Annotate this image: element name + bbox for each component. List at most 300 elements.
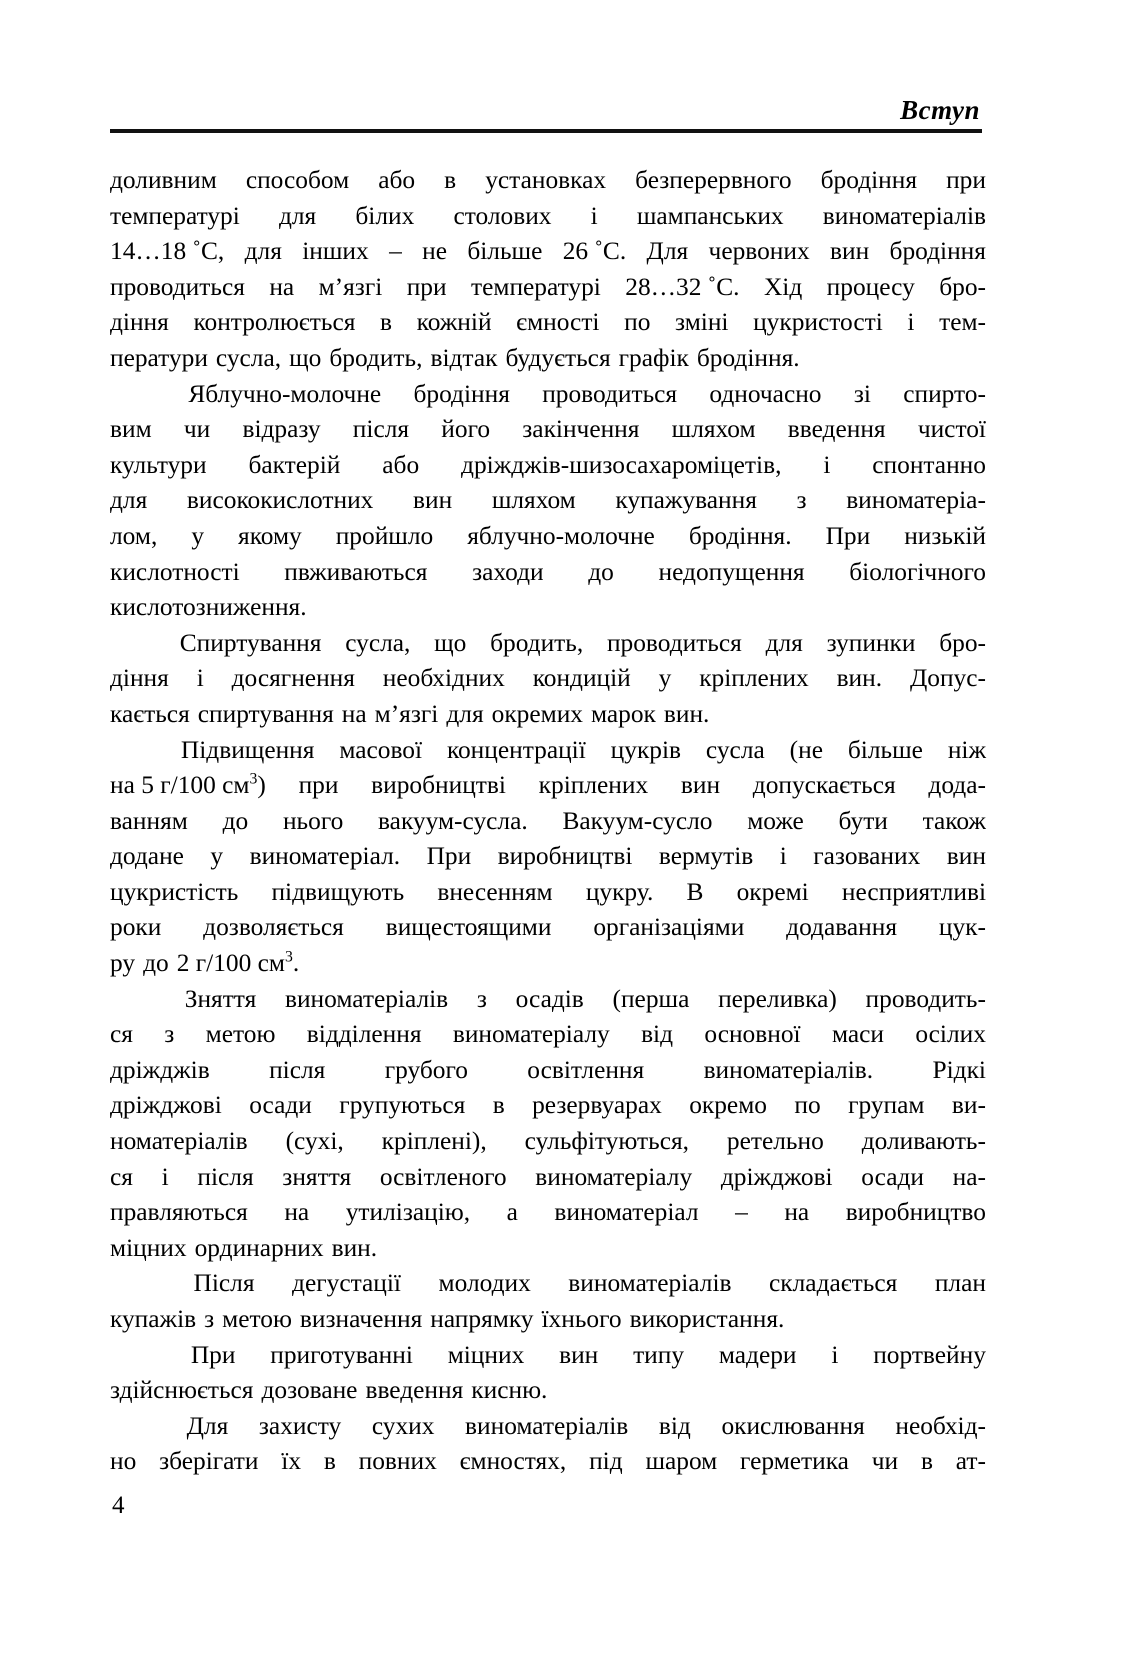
word: цукрів (610, 735, 682, 764)
word: також (922, 806, 986, 835)
word: утилізацію, (345, 1198, 471, 1227)
word: вин (559, 1340, 599, 1369)
word: і (907, 308, 915, 337)
word: на (784, 1198, 810, 1227)
text-line (110, 234, 986, 270)
word: будується (505, 343, 611, 372)
word: від (641, 1020, 674, 1049)
word: при (406, 272, 447, 301)
word: використання. (629, 1305, 785, 1333)
text-line (110, 697, 986, 733)
word: номатеріалів (110, 1127, 248, 1156)
word: Яблучно-молочне (188, 379, 382, 408)
word: Спиртування (179, 628, 322, 657)
word: або (382, 450, 420, 479)
word: Для (186, 1411, 229, 1440)
word: м’язгі (318, 272, 383, 301)
word: грубого (384, 1055, 468, 1084)
text-line (110, 519, 986, 555)
word: виноматеріалу (535, 1162, 693, 1191)
paragraph (110, 163, 986, 377)
word: ретельно (726, 1127, 824, 1156)
word: до (222, 806, 249, 835)
word: бро- (939, 628, 986, 657)
word: введення (787, 415, 886, 444)
word: діння (110, 664, 169, 693)
word: В (686, 877, 704, 906)
word: бродіння (889, 237, 986, 266)
word: з (476, 984, 487, 1013)
word: досягнення (231, 664, 355, 693)
text-line (110, 910, 986, 946)
word: білих (355, 201, 415, 230)
word: спонтанно (872, 450, 986, 479)
word: кисню. (471, 1376, 548, 1405)
word: цукристість (110, 877, 239, 906)
word: чи (871, 1447, 899, 1476)
paragraph (110, 733, 986, 982)
word: сульфітуються, (524, 1127, 689, 1156)
word: дріжджів (110, 1055, 210, 1084)
word: Хід (763, 272, 803, 301)
word: правляються (110, 1198, 248, 1227)
word: ператури (110, 343, 208, 372)
word: типу (633, 1340, 685, 1369)
word: вин. (663, 699, 710, 728)
word: до (588, 557, 614, 586)
word: осади (861, 1162, 924, 1191)
word: бродіння (413, 379, 510, 408)
word: в (323, 1447, 336, 1476)
word: доливають- (861, 1127, 986, 1156)
word: внесенням (437, 877, 553, 906)
word: і (779, 842, 787, 871)
word: кислотозниження. (110, 593, 307, 622)
word: на (341, 699, 367, 728)
text-line (110, 804, 986, 840)
word: бродить, (329, 343, 423, 372)
word: бродіння. (696, 343, 800, 372)
word: повних (358, 1447, 437, 1476)
word: заходи (472, 557, 544, 586)
word: спирто- (903, 379, 986, 408)
text-line (110, 1302, 986, 1338)
word: кріплених (699, 664, 809, 693)
word: по (624, 308, 651, 337)
word: цукристості (753, 308, 883, 337)
word: в (492, 1091, 505, 1120)
text-line (110, 412, 986, 448)
text-line (110, 1088, 986, 1124)
text-line (110, 555, 986, 591)
word: захисту (258, 1411, 342, 1440)
word: проводиться (110, 272, 245, 301)
word: сусла, (345, 628, 411, 657)
word: ніж (947, 735, 986, 764)
word: більше (847, 735, 923, 764)
word: бактерій (248, 450, 341, 479)
word: у (210, 842, 224, 871)
word: до (143, 949, 169, 978)
word: виноматеріалів. (703, 1055, 874, 1084)
word: 28…32 ˚С. (625, 272, 740, 301)
word: міцних (110, 1233, 187, 1262)
word: шампанських (636, 201, 784, 230)
word: При (825, 521, 871, 550)
word: установках (485, 166, 607, 194)
word: на 5 г/100 $см^3$) (110, 770, 266, 800)
word: Підвищення (180, 735, 315, 764)
word: відтак (430, 343, 498, 372)
first-line-indent (110, 1266, 156, 1302)
text-line (110, 163, 986, 199)
word: зупинки (826, 628, 916, 657)
word: від (658, 1411, 691, 1440)
word: кріплених (538, 771, 649, 800)
word: графік (618, 343, 689, 372)
word: дозволяється (203, 913, 344, 942)
word: осади (249, 1091, 312, 1120)
word: у (191, 521, 205, 550)
word: контролюється (193, 308, 356, 337)
word: 14…18 ˚С, (110, 237, 225, 266)
word: організаціями (593, 913, 745, 942)
word: виноматеріалів (284, 984, 449, 1013)
word: но (110, 1447, 137, 1476)
word: Зняття (184, 984, 257, 1013)
word: шаром (645, 1447, 718, 1476)
paragraph (110, 982, 986, 1267)
word: дозоване (261, 1376, 358, 1405)
word: вермутів (658, 842, 754, 871)
word: герметика (740, 1447, 849, 1476)
word: резервуарах (532, 1091, 662, 1120)
word: Після (193, 1269, 255, 1298)
word: – (735, 1198, 748, 1227)
word: з (796, 486, 807, 515)
text-line (110, 839, 986, 875)
word: вакуум-сусла. (378, 806, 528, 835)
word: масової (339, 735, 423, 764)
word: відділення (306, 1020, 422, 1049)
word: зміні (675, 308, 729, 337)
text-line (110, 1231, 986, 1267)
word: під (589, 1447, 623, 1476)
word: ру (110, 949, 136, 978)
word: бути (838, 806, 888, 835)
word: зняття (282, 1162, 352, 1191)
word: (не (789, 735, 823, 764)
word: при (946, 166, 986, 194)
word: сусла, (215, 343, 282, 372)
text-line (110, 768, 986, 804)
word: необхідних (382, 664, 505, 693)
word: переливка) (718, 984, 837, 1013)
paragraph (110, 377, 986, 626)
word: групуються (339, 1091, 466, 1120)
paragraph (110, 1338, 986, 1409)
word: 26 ˚С. (562, 237, 627, 266)
word: ординарних (194, 1233, 324, 1262)
word: виноматеріалу (452, 1020, 610, 1049)
word: виробництві (497, 842, 633, 871)
word: для (765, 628, 803, 657)
word: основної (704, 1020, 801, 1049)
word: чистої (917, 415, 986, 444)
text-line (110, 1017, 986, 1053)
text-line (110, 1124, 986, 1160)
word: введення (365, 1376, 464, 1405)
text-line (110, 1053, 986, 1089)
word: більше (467, 237, 543, 266)
word: ємностях, (459, 1447, 567, 1476)
word: При (426, 842, 472, 871)
word: марок (591, 699, 656, 728)
word: вин. (331, 1233, 378, 1262)
word: кріплені), (381, 1127, 487, 1156)
word: вин. (836, 664, 883, 693)
word: м’язгі (374, 699, 439, 728)
word: процесу (826, 272, 915, 301)
word: проводиться (606, 628, 742, 657)
word: для (244, 237, 282, 266)
text-line (110, 1444, 986, 1480)
body-text-block (110, 163, 986, 1480)
word: цукру. (585, 877, 654, 906)
word: виноматеріалів (568, 1269, 732, 1298)
word: вищестоящими (385, 913, 552, 942)
text-line (110, 875, 986, 911)
word: на- (952, 1162, 986, 1191)
word: бродіння. (688, 521, 792, 550)
word: кислотності (110, 557, 240, 586)
word: ємності (516, 308, 600, 337)
word: на (269, 272, 295, 301)
word: нього (282, 806, 344, 835)
word: газованих (813, 842, 921, 871)
word: приготуванні (270, 1340, 413, 1369)
word: виноматеріалів (822, 201, 986, 230)
word: температурі (471, 272, 601, 301)
running-head-area (110, 96, 982, 133)
word: лом, (110, 521, 158, 550)
word: визначення (299, 1305, 423, 1333)
word: висококислотних (186, 486, 374, 515)
word: або (378, 166, 416, 194)
word: тем- (939, 308, 986, 337)
word: для (110, 486, 148, 515)
word: ви- (951, 1091, 986, 1120)
word: ат- (955, 1447, 986, 1476)
word: необхід- (895, 1411, 986, 1440)
word: при (298, 771, 339, 800)
word: Рідкі (932, 1055, 986, 1084)
word: (сухі, (285, 1127, 344, 1156)
word: біологічного (849, 557, 986, 586)
word: Вакуум-сусло (562, 806, 713, 835)
paragraph (110, 1409, 986, 1480)
first-line-indent (110, 1409, 156, 1445)
paragraph (110, 626, 986, 733)
word: Допус- (909, 664, 986, 693)
word: низькій (904, 521, 986, 550)
word: виробництво (845, 1198, 986, 1227)
word: одночасно (709, 379, 822, 408)
word: виробництві (371, 771, 506, 800)
first-line-indent (110, 377, 156, 413)
word: молодих (438, 1269, 531, 1298)
word: вим (110, 415, 152, 444)
word: пройшло (335, 521, 434, 550)
word: ванням (110, 806, 188, 835)
word: недопущення (658, 557, 805, 586)
word: роки (110, 913, 162, 942)
word: після (269, 1055, 326, 1084)
first-line-indent (110, 733, 156, 769)
word: інших (302, 237, 369, 266)
word: з (164, 1020, 175, 1049)
word: що (289, 343, 322, 372)
word: виноматеріал (554, 1198, 699, 1227)
word: червоних (708, 237, 810, 266)
first-line-indent (110, 982, 156, 1018)
word: підвищують (271, 877, 405, 906)
word: мадери (718, 1340, 797, 1369)
word: дріжджові (720, 1162, 833, 1191)
word: і (831, 1340, 839, 1369)
text-line (110, 626, 986, 662)
text-line (110, 341, 986, 377)
word: концентрації (446, 735, 586, 764)
word: портвейну (873, 1340, 986, 1369)
word: кондицій (532, 664, 631, 693)
word: температурі (110, 201, 240, 230)
word: окремі (736, 877, 809, 906)
text-line (110, 733, 986, 769)
word: бродіння (820, 166, 918, 194)
word: культури (110, 450, 207, 479)
word: цук- (938, 913, 986, 942)
word: не (422, 237, 447, 266)
word: складається (769, 1269, 898, 1298)
text-line (110, 305, 986, 341)
text-line (110, 448, 986, 484)
word: додане (110, 842, 184, 871)
word: закінчення (522, 415, 640, 444)
word: кожній (416, 308, 492, 337)
word: сухих (371, 1411, 435, 1440)
word: виноматеріалів (465, 1411, 629, 1440)
running-head-title: Вступ (900, 95, 980, 125)
word: їхнього (541, 1305, 622, 1333)
text-line (110, 1160, 986, 1196)
word: метою (222, 1305, 292, 1333)
word: для (446, 699, 484, 728)
word: ся (110, 1162, 133, 1191)
word: зберігати (159, 1447, 259, 1476)
word: після (352, 415, 410, 444)
word: в (920, 1447, 933, 1476)
word: його (441, 415, 491, 444)
word: вин (946, 842, 986, 871)
word: план (934, 1269, 986, 1298)
word: для (278, 201, 317, 230)
word: здійснюється (110, 1376, 254, 1405)
text-line (110, 1266, 986, 1302)
word: окремо (689, 1091, 767, 1120)
word: освітленого (379, 1162, 507, 1191)
word: купажування (615, 486, 757, 515)
word: і (823, 450, 831, 479)
word: вин (413, 486, 453, 515)
word: діння (110, 308, 169, 337)
word: бро- (939, 272, 986, 301)
word: вин (680, 771, 721, 800)
text-line (110, 590, 986, 626)
word: дріжджові (110, 1091, 222, 1120)
word: осілих (915, 1020, 986, 1049)
word: Для (646, 237, 689, 266)
word: столових (453, 201, 552, 230)
text-line (110, 1195, 986, 1231)
text-line (110, 661, 986, 697)
word: шляхом (671, 415, 756, 444)
word: – (389, 237, 402, 266)
word: дода- (928, 771, 986, 800)
word: по (794, 1091, 821, 1120)
word: і (161, 1162, 169, 1191)
word: в (380, 308, 393, 337)
text-line (110, 1338, 986, 1374)
first-line-indent (110, 626, 156, 662)
word: ся (110, 1020, 133, 1049)
word: окремих (491, 699, 583, 728)
word: може (747, 806, 804, 835)
word: проводить- (865, 984, 986, 1013)
word: чи (183, 415, 211, 444)
first-line-indent (110, 1338, 156, 1374)
text-line (110, 982, 986, 1018)
word: і (590, 201, 598, 230)
word: на (284, 1198, 310, 1227)
word: з (204, 1305, 215, 1333)
text-line (110, 483, 986, 519)
word: дріжджів-шизосахароміцетів, (461, 450, 782, 479)
word: дегустації (292, 1269, 401, 1298)
word: що (434, 628, 467, 657)
word: міцних (447, 1340, 525, 1369)
word: їх (281, 1447, 302, 1476)
word: виноматеріа- (846, 486, 986, 515)
word: спиртування (197, 699, 334, 728)
word: якому (238, 521, 302, 550)
word: способом (245, 166, 350, 194)
word: купажів (110, 1305, 197, 1333)
word: вин (830, 237, 870, 266)
word: напрямку (430, 1305, 534, 1333)
word: окислювання (721, 1411, 865, 1440)
word: у (658, 664, 672, 693)
word: осадів (515, 984, 584, 1013)
word: після (197, 1162, 254, 1191)
word: кається (110, 699, 190, 728)
word: допускається (752, 771, 896, 800)
text-line (110, 946, 986, 982)
word: При (190, 1340, 236, 1369)
word: виноматеріал. (249, 842, 401, 871)
word: 2 г/100 $см^3$. (176, 948, 300, 978)
word: (перша (612, 984, 690, 1013)
